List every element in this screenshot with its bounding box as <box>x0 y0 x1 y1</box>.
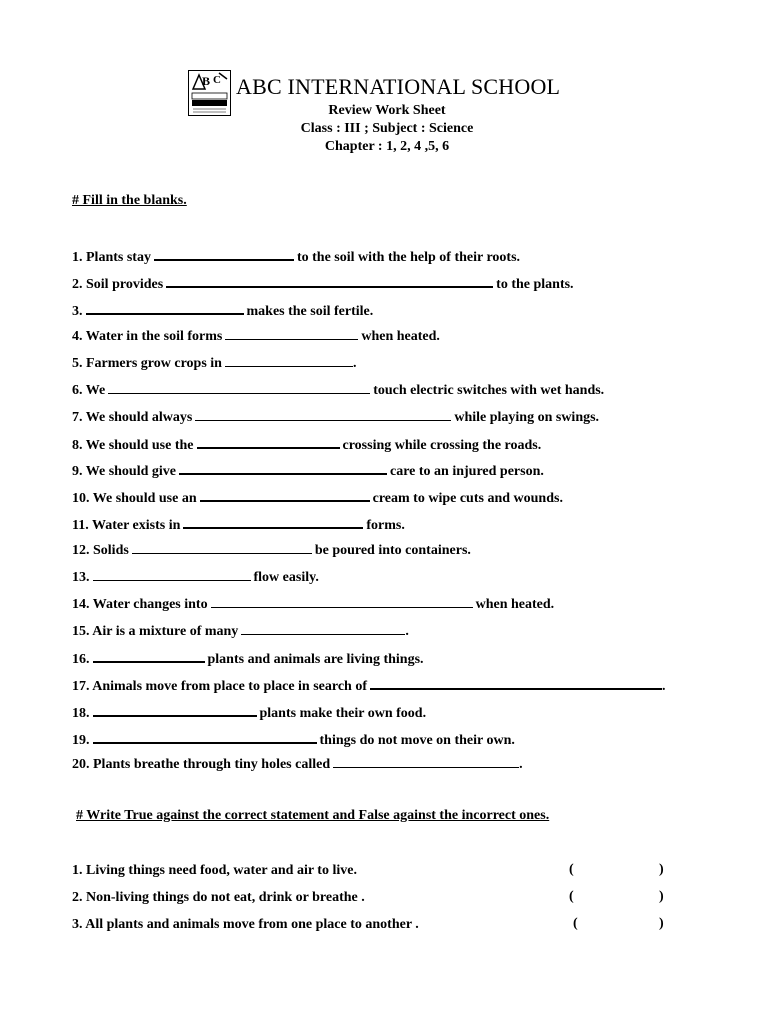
answer-blank[interactable] <box>211 594 473 608</box>
statement-text: 2. Non-living things do not eat, drink or breathe . <box>72 890 365 905</box>
sheet-title: Review Work Sheet <box>328 103 446 118</box>
question-row <box>72 648 424 666</box>
answer-blank[interactable] <box>93 702 257 717</box>
answer-close-paren: ) <box>659 889 664 904</box>
question-row <box>72 702 426 720</box>
answer-blank[interactable] <box>197 434 340 449</box>
question-text: forms. <box>366 518 405 533</box>
answer-blank[interactable] <box>93 648 205 663</box>
answer-blank[interactable] <box>225 353 353 367</box>
answer-blank[interactable] <box>333 754 519 768</box>
answer-open-paren: ( <box>569 889 574 904</box>
question-text: be poured into containers. <box>314 543 471 558</box>
svg-text:C: C <box>213 74 221 86</box>
question-text: 14. Water changes into <box>72 597 208 612</box>
question-text: makes the soil fertile. <box>246 304 374 319</box>
question-text: 10. We should use an <box>72 491 197 506</box>
question-text: 11. Water exists in <box>72 518 181 533</box>
svg-text:B: B <box>202 74 211 88</box>
question-text: . <box>405 624 409 639</box>
question-text: . <box>519 757 523 772</box>
question-text: 18. <box>72 706 90 721</box>
question-text: flow easily. <box>253 570 319 585</box>
statement-text: 3. All plants and animals move from one place to another . <box>72 917 419 932</box>
answer-blank[interactable] <box>200 487 370 502</box>
question-text: care to an injured person. <box>390 464 544 479</box>
question-text: 12. Solids <box>72 543 129 558</box>
fill-blanks-heading: # Fill in the blanks. <box>72 193 187 208</box>
question-text: 5. Farmers grow crops in <box>72 356 222 371</box>
question-row <box>72 621 409 639</box>
answer-blank[interactable] <box>225 326 358 340</box>
answer-close-paren: ) <box>659 916 664 931</box>
answer-blank[interactable] <box>93 729 317 744</box>
question-text: 1. Plants stay <box>72 250 151 265</box>
question-text: things do not move on their own. <box>319 733 515 748</box>
question-text: 19. <box>72 733 90 748</box>
answer-open-paren: ( <box>569 862 574 877</box>
answer-blank[interactable] <box>166 273 493 288</box>
true-false-answer-box[interactable] <box>584 914 656 934</box>
school-name: ABC INTERNATIONAL SCHOOL <box>236 74 561 99</box>
answer-blank[interactable] <box>195 407 451 421</box>
question-text: . <box>662 679 666 694</box>
question-row <box>72 380 604 398</box>
question-text: 17. Animals move from place to place in search of <box>72 679 368 694</box>
question-row <box>72 514 405 532</box>
answer-open-paren: ( <box>573 916 578 931</box>
class-subject: Class : III ; Subject : Science <box>300 121 474 136</box>
question-row <box>72 540 471 558</box>
question-text: 15. Air is a mixture of many <box>72 624 239 639</box>
question-row <box>72 326 440 344</box>
answer-blank[interactable] <box>241 621 405 635</box>
question-text: when heated. <box>475 597 555 612</box>
question-text: while playing on swings. <box>454 410 600 425</box>
answer-blank[interactable] <box>86 300 244 315</box>
question-row <box>72 246 520 264</box>
answer-close-paren: ) <box>659 862 664 877</box>
answer-blank[interactable] <box>179 460 387 475</box>
answer-blank[interactable] <box>108 380 370 394</box>
question-row <box>72 353 356 371</box>
question-row <box>72 594 554 612</box>
question-text: 4. Water in the soil forms <box>72 329 223 344</box>
question-text: to the plants. <box>496 277 574 292</box>
question-text: to the soil with the help of their roots. <box>296 250 521 265</box>
answer-blank[interactable] <box>183 514 363 529</box>
question-row <box>72 675 666 693</box>
question-row <box>72 754 523 772</box>
true-false-answer-box[interactable] <box>580 887 656 907</box>
statement-row <box>72 862 357 880</box>
question-row <box>72 567 319 585</box>
question-text: 9. We should give <box>72 464 176 479</box>
question-row <box>72 407 599 425</box>
question-text: touch electric switches with wet hands. <box>373 383 605 398</box>
question-text: when heated. <box>361 329 440 344</box>
question-text: 7. We should always <box>72 410 193 425</box>
question-text: 2. Soil provides <box>72 277 164 292</box>
question-row <box>72 273 574 291</box>
question-row <box>72 434 541 452</box>
statement-text: 1. Living things need food, water and air to live. <box>72 863 357 878</box>
question-text: crossing while crossing the roads. <box>342 438 542 453</box>
chapter-list: Chapter : 1, 2, 4 ,5, 6 <box>324 139 450 154</box>
statement-row <box>72 916 419 934</box>
question-text: 3. <box>72 304 83 319</box>
question-row <box>72 300 373 318</box>
question-text: 20. Plants breathe through tiny holes called <box>72 757 331 772</box>
question-text: plants make their own food. <box>259 706 427 721</box>
question-text: 16. <box>72 652 90 667</box>
statement-row <box>72 889 365 907</box>
question-text: . <box>352 356 357 371</box>
question-row <box>72 487 563 505</box>
answer-blank[interactable] <box>154 246 294 261</box>
answer-blank[interactable] <box>93 567 251 581</box>
true-false-answer-box[interactable] <box>580 860 656 880</box>
question-text: plants and animals are living things. <box>207 652 424 667</box>
question-text: 13. <box>72 570 90 585</box>
question-row <box>72 729 515 747</box>
question-text: 8. We should use the <box>72 438 194 453</box>
answer-blank[interactable] <box>132 540 312 554</box>
question-text: 6. We <box>72 383 106 398</box>
true-false-heading: # Write True against the correct statement and False against the incorrect ones. <box>76 808 550 823</box>
question-text: cream to wipe cuts and wounds. <box>372 491 563 506</box>
answer-blank[interactable] <box>370 675 662 690</box>
question-row <box>72 460 544 478</box>
